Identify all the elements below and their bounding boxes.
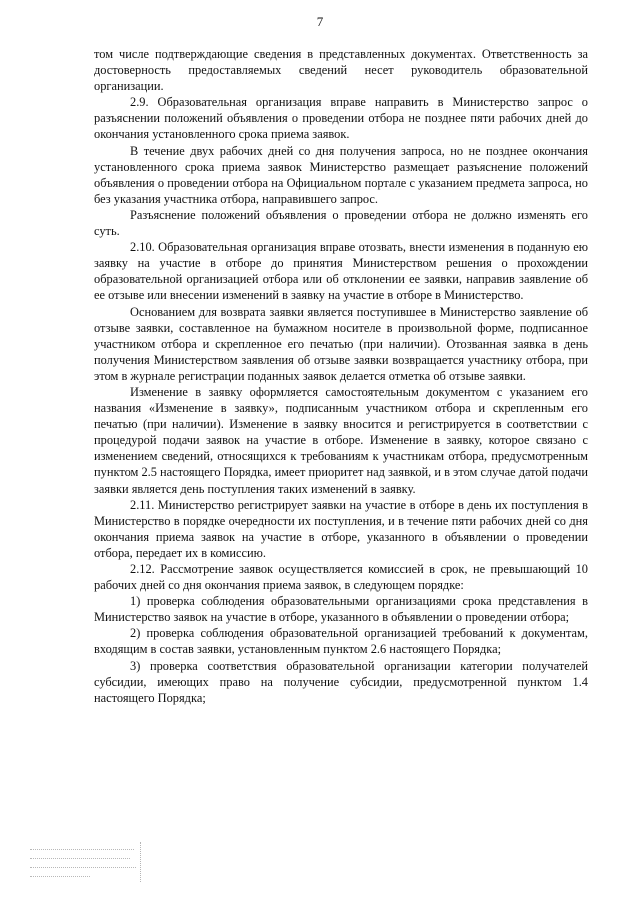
stamp-line [30, 849, 134, 851]
stamp-line [30, 858, 130, 860]
list-item-1: 1) проверка соблюдения образовательными организациями срока представления в Министерство заявок на участие в отборе, указанного в объявлении о проведении отбора; [94, 594, 588, 625]
faded-stamp-mark [26, 842, 141, 882]
stamp-line [30, 876, 90, 878]
page-number: 7 [316, 14, 324, 29]
paragraph-2-10: 2.10. Образовательная организация вправе отозвать, внести изменения в поданную ею заявку на участие в отборе до принятия Министерством решения о прохождении образовательной организацией отбора или об отклонении ее заявки, направив заявление об ее отзыве или внесении изменений в заявку на участие в отборе в Министерство. [94, 240, 588, 303]
list-item-2: 2) проверка соблюдения образовательной организацией требований к документам, входящим в состав заявки, установленным пунктом 2.6 настоящего Порядка; [94, 626, 588, 657]
paragraph-2-9: 2.9. Образовательная организация вправе направить в Министерство запрос о разъяснении положений объявления о проведении отбора не позднее пяти рабочих дней до окончания установленного срока приема заявок. [94, 95, 588, 142]
list-item-3: 3) проверка соответствия образовательной организации категории получателей субсидии, имеющих право на получение субсидии, предусмотренной пунктом 1.4 настоящего Порядка; [94, 658, 588, 705]
paragraph-2-10-return: Основанием для возврата заявки является поступившее в Министерство заявление об отзыве заявки, составленное на бумажном носителе в произвольной форме, подписанное участником отбора и скрепленное его печатью (при наличии). Отозванная заявка в день получения Министерством заявления об отзыве заявки возвращается участнику отбора, при этом в журнале регистрации поданных заявок делается отметка об отзыве заявки. [94, 304, 588, 383]
paragraph-2-9-essence: Разъяснение положений объявления о проведении отбора не должно изменять его суть. [94, 207, 588, 239]
stamp-line [30, 867, 136, 869]
paragraph-2-11: 2.11. Министерство регистрирует заявки на участие в отборе в день их поступления в Министерство в порядке очередности их поступления, и в течение пяти рабочих дней со дня окончания приема заявок на участие в отборе, указанного в объявлении о проведении отбора, передает их в комиссию. [94, 497, 588, 560]
paragraph-2-10-change: Изменение в заявку оформляется самостоятельным документом с указанием его названия «Изменение в заявку», подписанным участником отбора и скрепленным его печатью (при наличии). Изменение в заявку вносится и регистрируется в соответствии с процедурой подачи заявок на участие в отборе. Изменение в заявку, которое связано с изменением сведений, относящихся к требованиям к участникам отбора, предусмотренным пунктом 2.5 настоящего Порядка, имеет приоритет над заявкой, и в этом случае датой подачи заявки является день поступления таких изменений в заявку. [94, 384, 588, 496]
paragraph-2-12: 2.12. Рассмотрение заявок осуществляется комиссией в срок, не превышающий 10 рабочих дней со дня окончания приема заявок, в следующем порядке: [94, 562, 588, 593]
document-body [94, 46, 588, 706]
paragraph-continuation: том числе подтверждающие сведения в представленных документах. Ответственность за достоверность предоставляемых сведений несет руководитель образовательной организации. [94, 47, 588, 94]
paragraph-2-9-response: В течение двух рабочих дней со дня получения запроса, но не позднее окончания установленного срока приема заявок Министерство размещает разъяснение положений объявления о проведении отбора на Официальном портале с указанием предмета запроса, но без указания участника отбора, направившего запрос. [94, 143, 588, 206]
